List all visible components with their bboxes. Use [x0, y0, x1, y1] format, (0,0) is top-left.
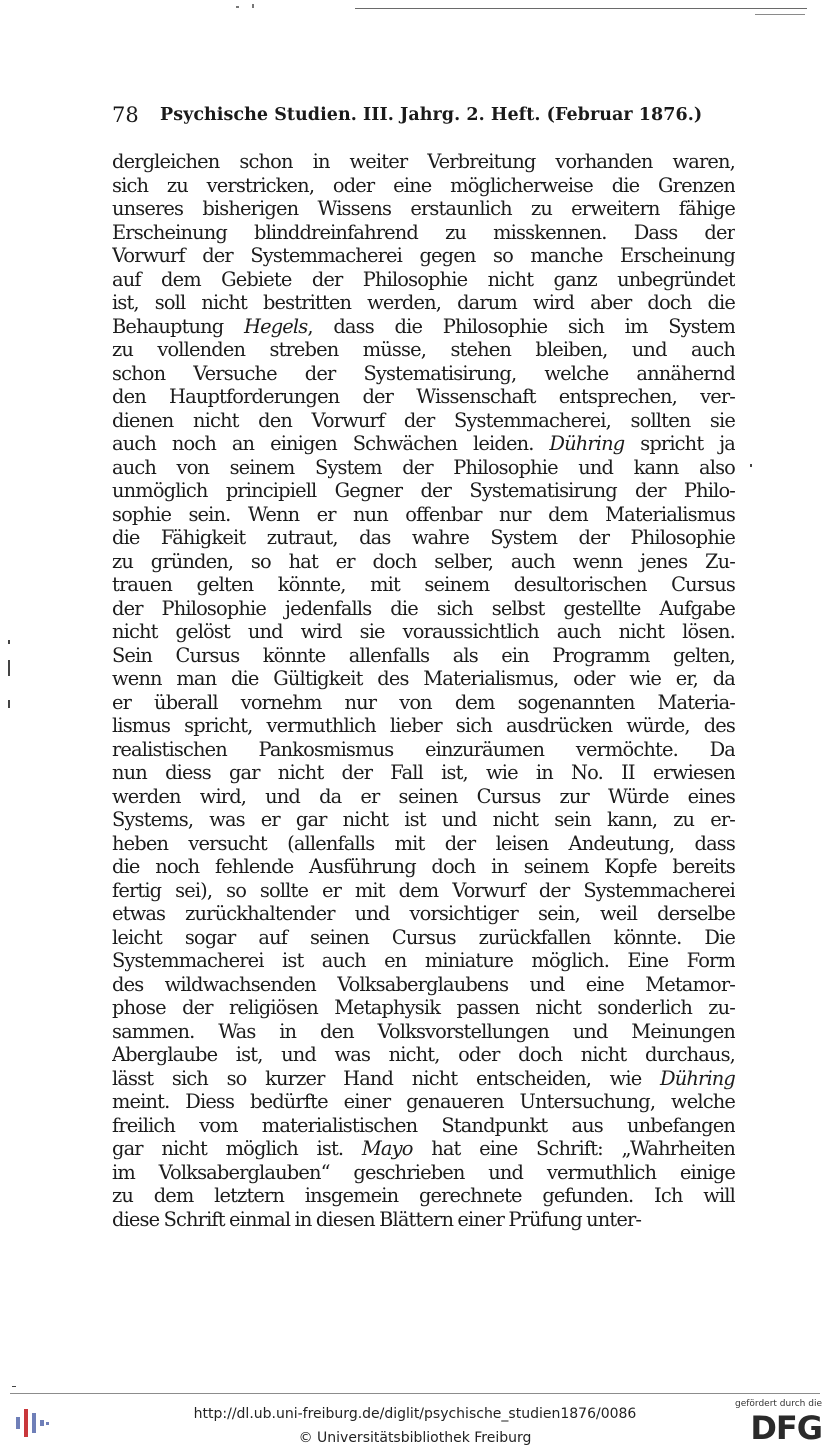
text-line: nun diess gar nicht der Fall ist, wie in No. II erwiesen	[112, 761, 735, 784]
text-line: auch von seinem System der Philosophie und kann also	[112, 455, 735, 479]
dfg-logo-icon: DFG	[750, 1409, 822, 1447]
text-line: schon Versuche der Systematisirung, welche annähernd	[112, 361, 735, 385]
text-line: auch noch an einigen Schwächen leiden. Dühring spricht ja	[112, 432, 735, 455]
dfg-caption: gefördert durch die	[735, 1399, 822, 1409]
margin-mark	[8, 700, 10, 708]
text-line: nicht gelöst und wird sie voraussichtlich auch nicht lösen.	[112, 620, 735, 643]
text-line: wenn man die Gültigkeit des Materialismus, oder wie er, da	[112, 667, 735, 690]
text-line: fertig sei), so sollte er mit dem Vorwurf der Systemmacherei	[112, 878, 735, 902]
text-line: leicht sogar auf seinen Cursus zurückfallen könnte. Die	[112, 925, 735, 949]
text-line: zu dem letztern insgemein gerechnete gefunden. Ich will	[112, 1184, 735, 1207]
text-line: sammen. Was in den Volksvorstellungen und Meinungen	[112, 1019, 735, 1043]
text-line: gar nicht möglich ist. Mayo hat eine Schrift: „Wahrheiten	[112, 1137, 735, 1160]
text-line: ist, soll nicht bestritten werden, darum wird aber doch die	[112, 291, 735, 314]
text-line: lismus spricht, vermuthlich lieber sich ausdrücken würde, des	[112, 714, 735, 737]
text-line: Sein Cursus könnte allenfalls als ein Programm gelten,	[112, 643, 735, 667]
text-line: zu gründen, so hat er doch selber, auch wenn jenes Zu-	[112, 549, 735, 573]
text-line: er überall vornehm nur von dem sogenannten Materia-	[112, 690, 735, 714]
text-line: Behauptung Hegels, dass die Philosophie sich im System	[112, 314, 735, 338]
footer	[0, 1393, 830, 1453]
text-line: Systemmacherei ist auch en miniature möglich. Eine Form	[112, 949, 735, 972]
top-scan-rule-short	[755, 14, 805, 15]
text-line: realistischen Pankosmismus einzuräumen vermöchte. Da	[112, 737, 735, 761]
text-line: auf dem Gebiete der Philosophie nicht ganz unbegründet	[112, 267, 735, 291]
text-line: freilich vom materialistischen Standpunkt aus unbefangen	[112, 1113, 735, 1137]
margin-mark	[12, 1386, 16, 1387]
text-line: heben versucht (allenfalls mit der leisen Andeutung, dass	[112, 831, 735, 855]
text-line: dergleichen schon in weiter Verbreitung vorhanden waren,	[112, 150, 735, 173]
margin-mark	[8, 640, 10, 644]
scan-speck	[252, 4, 254, 8]
text-line: sich zu verstricken, oder eine möglicherweise die Grenzen	[112, 173, 735, 197]
margin-mark	[8, 660, 10, 676]
text-line: im Volksaberglauben“ geschrieben und vermuthlich einige	[112, 1160, 735, 1184]
text-line: des wildwachsenden Volksaberglaubens und eine Metamor-	[112, 972, 735, 996]
running-title: Psychische Studien. III. Jahrg. 2. Heft. (Februar 1876.)	[160, 105, 703, 125]
text-line: meint. Diess bedürfte einer genaueren Untersuchung, welche	[112, 1090, 735, 1113]
text-line: die Fähigkeit zutraut, das wahre System der Philosophie	[112, 526, 735, 549]
margin-mark	[750, 464, 752, 467]
text-line: sophie sein. Wenn er nun offenbar nur dem Materialismus	[112, 502, 735, 526]
text-line: werden wird, und da er seinen Cursus zur Würde eines	[112, 784, 735, 808]
text-line: unmöglich principiell Gegner der Systematisirung der Philo-	[112, 479, 735, 502]
text-line: Aberglaube ist, und was nicht, oder doch nicht durchaus,	[112, 1043, 735, 1066]
text-line: den Hauptforderungen der Wissenschaft entsprechen, ver-	[112, 385, 735, 408]
footer-rule	[10, 1393, 820, 1394]
top-scan-rule	[355, 8, 807, 9]
footer-copyright: © Universitätsbibliothek Freiburg	[298, 1430, 532, 1446]
text-line: dienen nicht den Vorwurf der Systemmacherei, sollten sie	[112, 408, 735, 432]
text-line: unseres bisherigen Wissens erstaunlich zu erweitern fähige	[112, 197, 735, 220]
dfg-block	[730, 1395, 822, 1451]
text-line: lässt sich so kurzer Hand nicht entscheiden, wie Dühring	[112, 1066, 735, 1090]
text-line: der Philosophie jedenfalls die sich selbst gestellte Aufgabe	[112, 596, 735, 620]
text-line: diese Schrift einmal in diesen Blättern einer Prüfung unter-	[112, 1207, 642, 1231]
text-line: die noch fehlende Ausführung doch in seinem Kopfe bereits	[112, 855, 735, 878]
text-line: Erscheinung blinddreinfahrend zu misskennen. Dass der	[112, 220, 735, 244]
footer-url[interactable]: http://dl.ub.uni-freiburg.de/diglit/psychische_studien1876/0086	[193, 1406, 637, 1422]
text-line: phose der religiösen Metaphysik passen nicht sonderlich zu-	[112, 996, 735, 1019]
text-line: zu vollenden streben müsse, stehen bleiben, und auch	[112, 338, 735, 361]
text-line: Systems, was er gar nicht ist und nicht sein kann, zu er-	[112, 808, 735, 831]
text-line: Vorwurf der Systemmacherei gegen so manche Erscheinung	[112, 244, 735, 267]
text-line: etwas zurückhaltender und vorsichtiger sein, weil derselbe	[112, 902, 735, 925]
scan-speck	[236, 6, 239, 8]
text-line: trauen gelten könnte, mit seinem desultorischen Cursus	[112, 573, 735, 596]
page-header	[112, 103, 732, 131]
page-number: 78	[112, 103, 139, 127]
body-text	[112, 150, 735, 1270]
